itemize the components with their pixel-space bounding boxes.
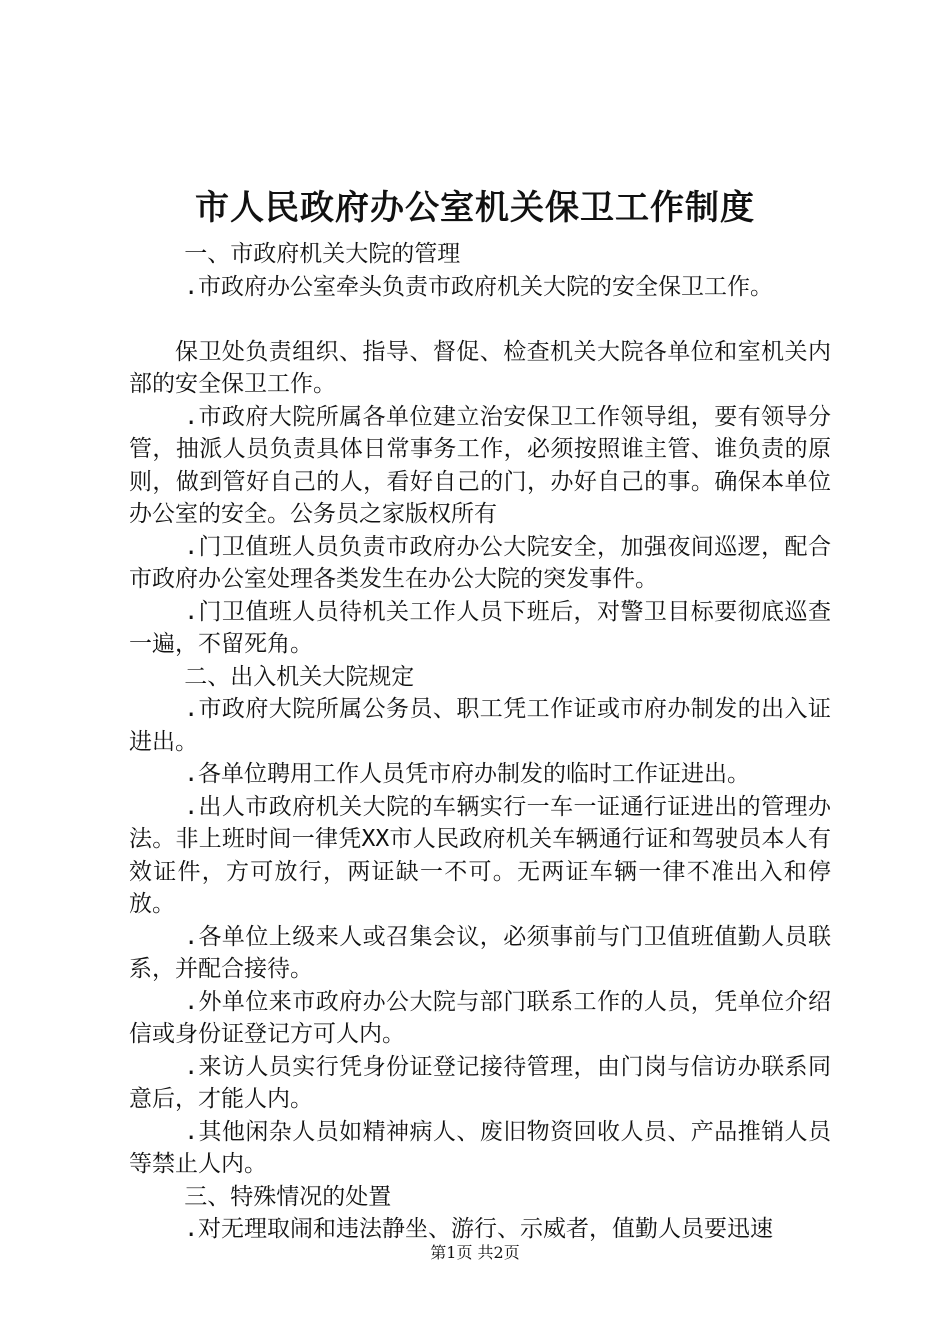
document-title: 市人民政府办公室机关保卫工作制度 xyxy=(195,188,755,228)
document-body xyxy=(129,238,831,1246)
section-heading: 三、特殊情况的处置 xyxy=(184,1183,392,1210)
paragraph: .出人市政府机关大院的车辆实行一车一证通行证进出的管理办法。非上班时间一律凭XX市人民政府机关车辆通行证和驾驶员本人有效证件，方可放行，两证缺一不可。无两证车辆一律不准出入和停放。 xyxy=(129,793,831,917)
paragraph: .各单位上级来人或召集会议，必须事前与门卫值班值勤人员联系，并配合接待。 xyxy=(129,923,831,982)
paragraph: .各单位聘用工作人员凭市府办制发的临时工作证进出。 xyxy=(184,761,751,787)
paragraph: .市政府办公室牵头负责市政府机关大院的安全保卫工作。 xyxy=(184,273,774,300)
paragraph: .外单位来市政府办公大院与部门联系工作的人员，凭单位介绍信或身份证登记方可人内。 xyxy=(129,988,831,1047)
paragraph: .对无理取闹和违法静坐、游行、示威者，值勤人员要迅速 xyxy=(184,1216,774,1242)
paragraph: .市政府大院所属公务员、职工凭工作证或市府办制发的出入证进出。 xyxy=(129,696,831,755)
paragraph: 保卫处负责组织、指导、督促、检查机关大院各单位和室机关内部的安全保卫工作。 xyxy=(129,338,831,397)
paragraph: .其他闲杂人员如精神病人、废旧物资回收人员、产品推销人员等禁止人内。 xyxy=(129,1118,831,1177)
blank-line xyxy=(129,303,831,336)
paragraph: .市政府大院所属各单位建立治安保卫工作领导组，要有领导分管，抽派人员负责具体日常事务工作，必须按照谁主管、谁负责的原则，做到管好自己的人，看好自己的门，办好自己的事。确保本单位办公室的安全。公务员之家版权所有 xyxy=(129,403,831,527)
paragraph: .门卫值班人员待机关工作人员下班后，对警卫目标要彻底巡查一遍，不留死角。 xyxy=(129,598,831,657)
page-footer: 第1页 共2页 xyxy=(430,1243,520,1262)
paragraph: .门卫值班人员负责市政府办公大院安全，加强夜间巡逻，配合市政府办公室处理各类发生在办公大院的突发事件。 xyxy=(129,533,831,592)
paragraph: .来访人员实行凭身份证登记接待管理，由门岗与信访办联系同意后，才能人内。 xyxy=(129,1053,831,1112)
section-heading: 二、出入机关大院规定 xyxy=(184,663,415,690)
section-heading: 一、市政府机关大院的管理 xyxy=(184,241,461,267)
